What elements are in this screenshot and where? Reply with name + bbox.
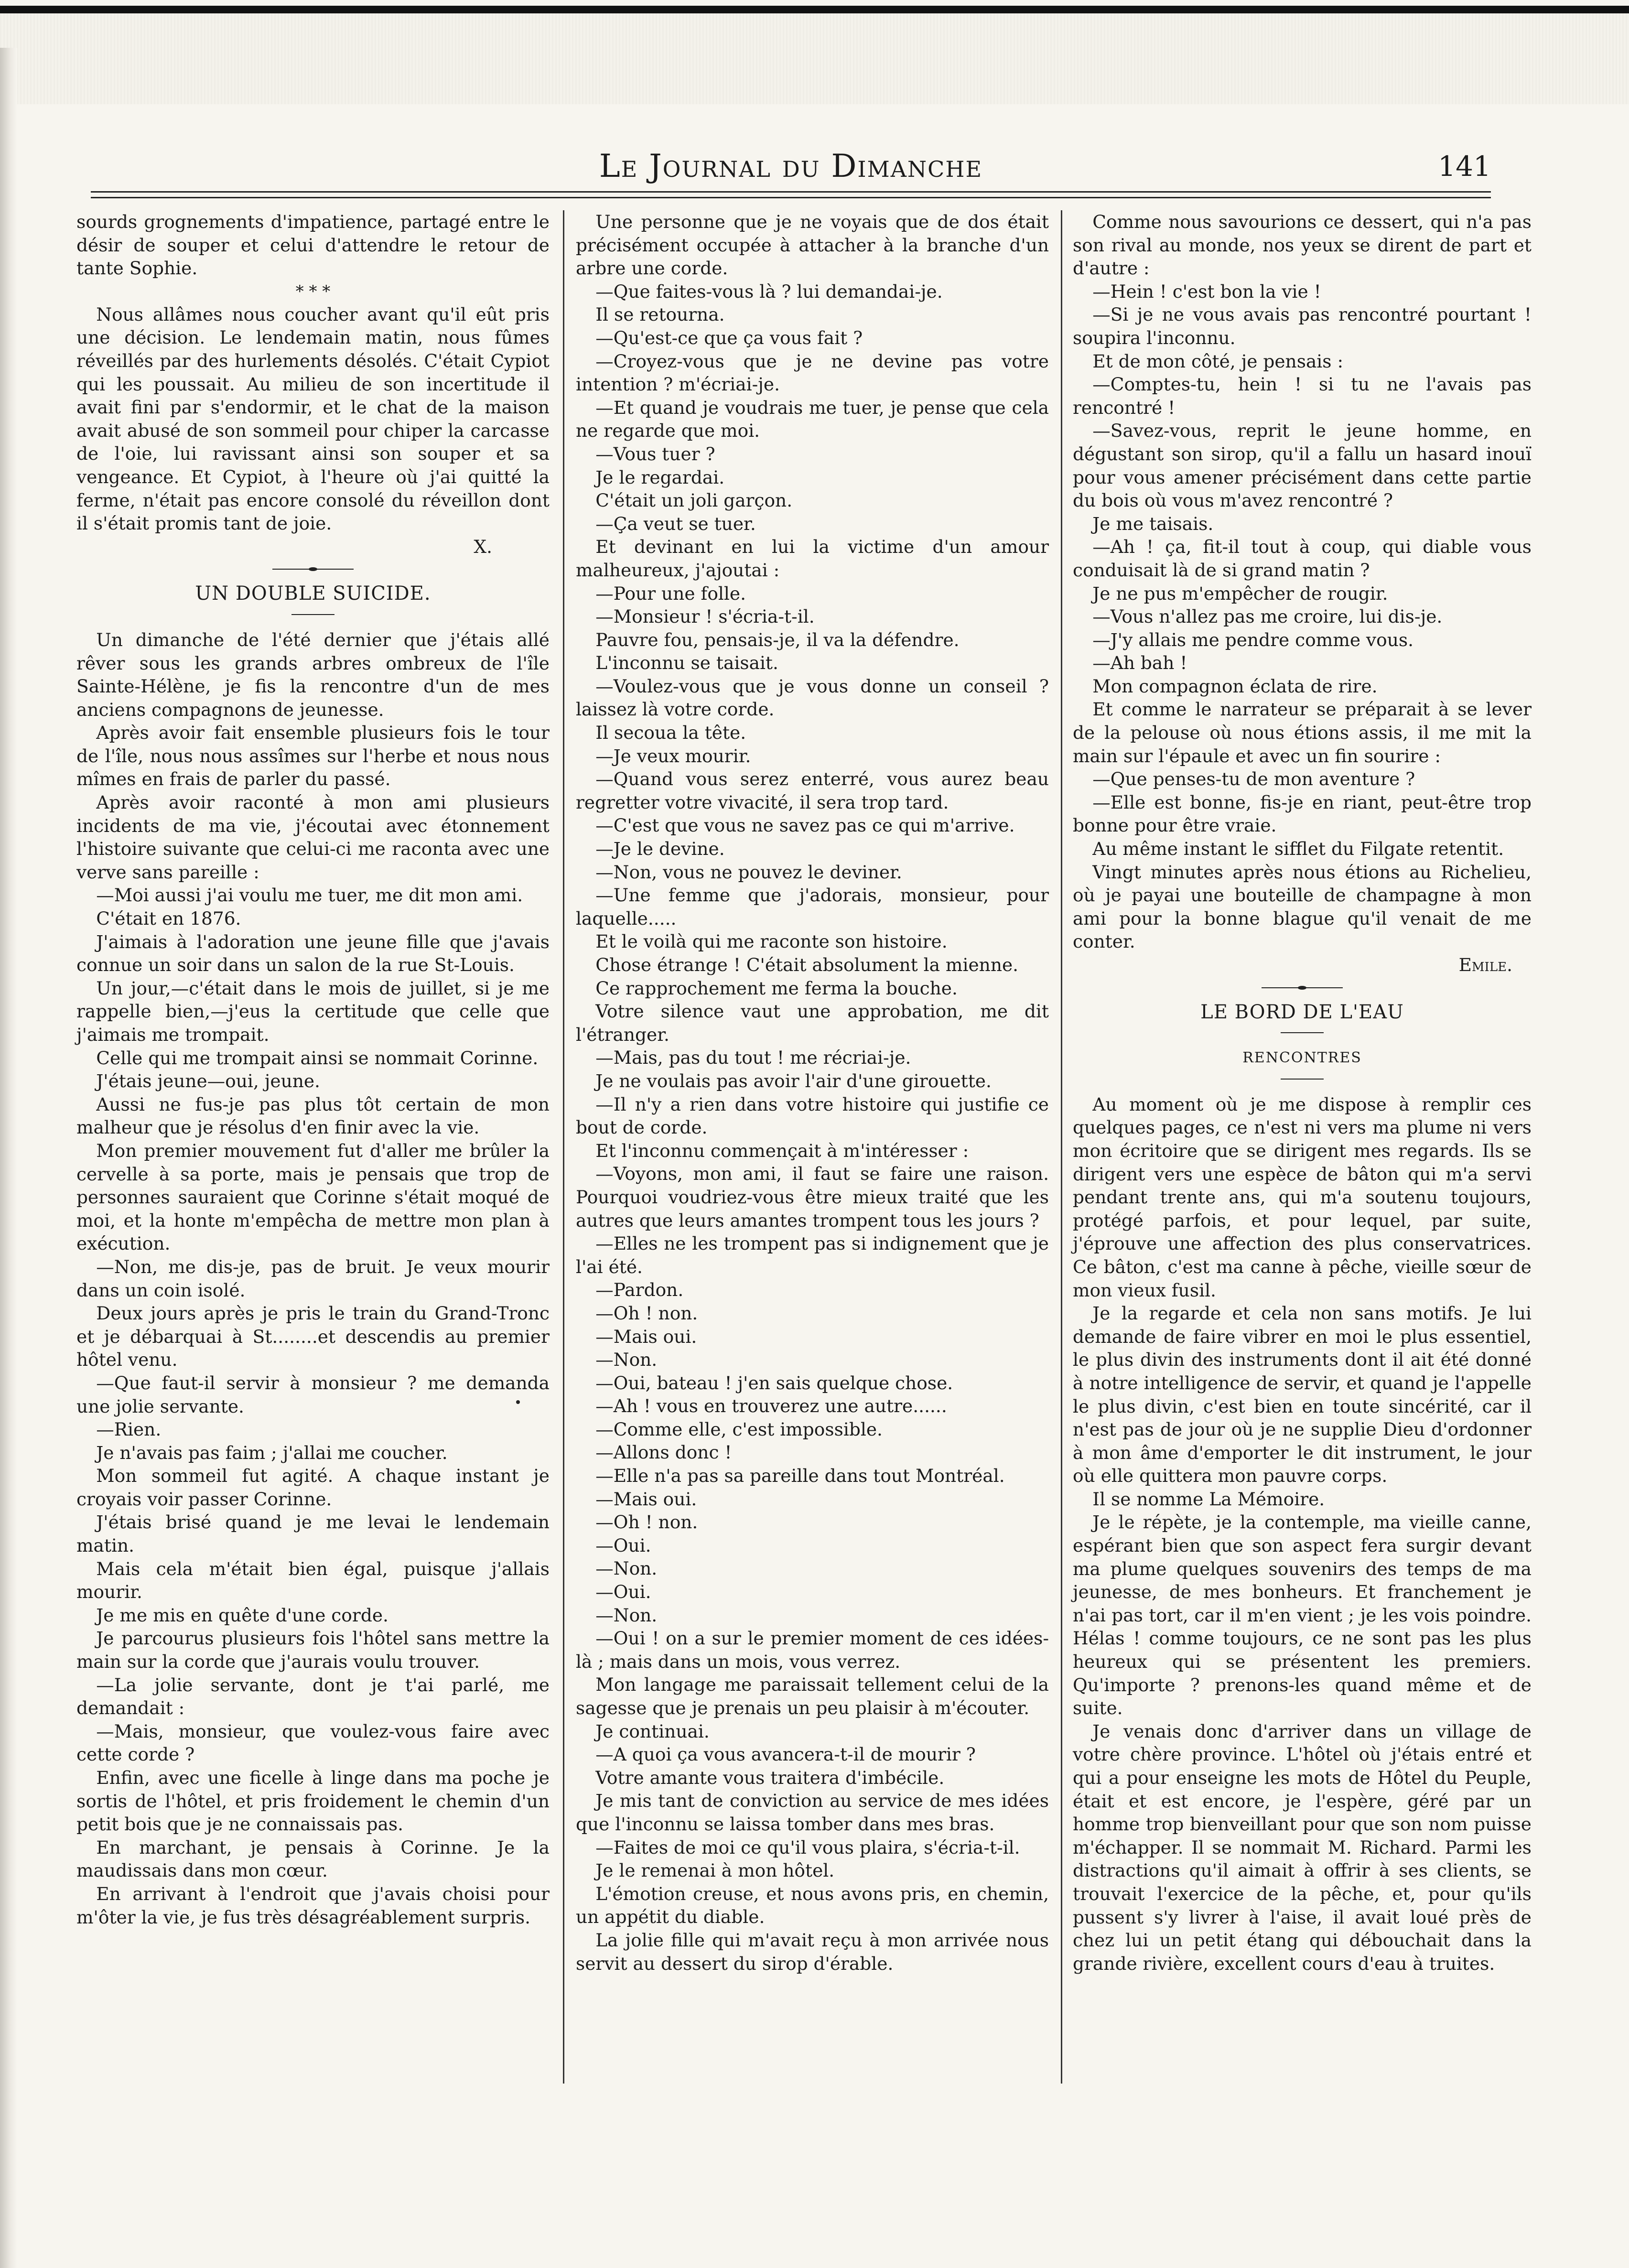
paragraph: —Ah bah !: [1092, 652, 1187, 674]
paragraph: Mon compagnon éclata de rire.: [1092, 675, 1378, 697]
paragraph: —Voulez-vous que je vous donne un conseil ? laissez là votre corde.: [576, 675, 1049, 720]
paragraph: Je me taisais.: [1092, 513, 1214, 534]
paragraph: —Oh ! non.: [595, 1302, 698, 1324]
paragraph: Au moment où je me dispose à remplir ces quelques pages, ce n'est ni vers ma plume ni vers mon écritoire que se dirigent mes regards. Ils se dirigent vers une espèce de bâton qui m'a servi pendant trente ans, qui m'a soutenu toujours, protégé parfois, et pour lequel, par suite, j'éprouve une affection des plus conservatrices. Ce bâton, c'est ma canne à pêche, vieille sœur de mon vieux fusil.: [1073, 1093, 1532, 1301]
paragraph: Et l'inconnu commençait à m'intéresser :: [595, 1140, 969, 1161]
paragraph: —Hein ! c'est bon la vie !: [1092, 281, 1321, 302]
paragraph: —Mais, monsieur, que voulez-vous faire avec cette corde ?: [76, 1720, 550, 1765]
signature-x: X.: [474, 536, 492, 557]
paragraph: Votre silence vaut une approbation, me dit l'étranger.: [576, 1001, 1049, 1045]
paragraph: L'émotion creuse, et nous avons pris, en chemin, un appétit du diable.: [576, 1883, 1049, 1928]
paragraph: —Et quand je voudrais me tuer, je pense que cela ne regarde que moi.: [576, 397, 1049, 442]
paragraph: Mon langage me paraissait tellement celui de la sagesse que je prenais un peu plaisir à m'écouter.: [576, 1674, 1049, 1718]
paragraph: —Je veux mourir.: [595, 745, 751, 767]
section-title-double-suicide: UN DOUBLE SUICIDE.: [195, 583, 431, 605]
section-dash: [1281, 1032, 1324, 1033]
paragraph: —J'y allais me pendre comme vous.: [1092, 629, 1414, 650]
paragraph: —Mais oui.: [595, 1326, 697, 1347]
paragraph: Je le répète, je la contemple, ma vieille canne, espérant bien que son aspect fera surgir devant ma plume quelques souvenirs des temps de ma jeunesse, de mes bonheurs. Et franchement je n'ai pas tort, car il m'en vient ; je les vois poindre. Hélas ! comme toujours, ce ne sont pas les plus heureux qui se présentent les premiers. Qu'importe ? prenons-les quand même et de suite.: [1073, 1512, 1532, 1719]
paragraph: —Vous tuer ?: [595, 443, 715, 464]
paragraph: —Vous n'allez pas me croire, lui dis-je.: [1092, 606, 1443, 627]
paragraph: La jolie fille qui m'avait reçu à mon arrivée nous servit au dessert du sirop d'érable.: [576, 1929, 1049, 1974]
paragraph: Et de mon côté, je pensais :: [1092, 350, 1344, 372]
paragraph: C'était en 1876.: [96, 908, 241, 929]
paragraph: Et devinant en lui la victime d'un amour malheureux, j'ajoutai :: [576, 536, 1049, 581]
paragraph: —Quand vous serez enterré, vous aurez beau regretter votre vivacité, il sera trop tard.: [576, 768, 1049, 813]
paragraph: —Oui.: [595, 1581, 651, 1603]
paragraph: Je ne pus m'empêcher de rougir.: [1092, 583, 1388, 604]
paragraph: J'étais jeune—oui, jeune.: [96, 1070, 320, 1092]
paragraph: —Il n'y a rien dans votre histoire qui justifie ce bout de corde.: [576, 1093, 1049, 1138]
paragraph: Je n'avais pas faim ; j'allai me coucher.: [96, 1442, 448, 1463]
section-dash: [291, 614, 334, 615]
journal-title: Le Journal du Dimanche: [599, 148, 983, 184]
paragraph: —Pour une folle.: [595, 583, 746, 604]
paragraph: —Allons donc !: [595, 1442, 732, 1463]
paragraph: Une personne que je ne voyais que de dos était précisément occupée à attacher à la branche d'un arbre une corde.: [576, 211, 1049, 279]
asterism: * * *: [295, 281, 331, 301]
paragraph: —Oui ! on a sur le premier moment de ces idées-là ; mais dans un mois, vous verrez.: [576, 1628, 1049, 1672]
paragraph: —Rien.: [96, 1419, 162, 1440]
paragraph: —Oui, bateau ! j'en sais quelque chose.: [595, 1372, 953, 1393]
paragraph: Je continuai.: [595, 1720, 710, 1742]
section-ornament: [1262, 985, 1343, 990]
paragraph: Mon sommeil fut agité. A chaque instant je croyais voir passer Corinne.: [76, 1465, 550, 1510]
header-double-rule: [91, 191, 1491, 198]
paragraph: —Elle n'a pas sa pareille dans tout Montréal.: [595, 1465, 1005, 1487]
paragraph: Il secoua la tête.: [595, 722, 746, 744]
signature-emile: Emile.: [1458, 954, 1512, 975]
section-ornament: [272, 567, 354, 572]
paragraph: Je la regarde et cela non sans motifs. Je lui demande de faire vibrer en moi le plus essentiel, le plus divin des instruments dont il ait été donné à notre intelligence de servir, et quand je l'appelle le plus divin, c'est bien en toute sincérité, car il n'est pas de jour où je ne supplie Dieu d'ordonner à mon âme d'emporter le dit instrument, le jour où elle quittera mon pauvre corps.: [1073, 1303, 1532, 1487]
paragraph: —Non.: [595, 1349, 658, 1371]
paragraph: Je mis tant de conviction au service de mes idées que l'inconnu se laissa tomber dans mes bras.: [576, 1790, 1049, 1835]
paragraph: —Que faites-vous là ? lui demandai-je.: [595, 281, 943, 302]
scan-top-border: [0, 6, 1629, 13]
scan-left-shadow: [0, 48, 17, 2268]
paragraph: Enfin, avec une ficelle à linge dans ma poche je sortis de l'hôtel, et pris froidement le chemin d'un petit bois que je ne connaissais pas.: [76, 1767, 550, 1835]
paragraph: sourds grognements d'impatience, partagé entre le désir de souper et celui d'attendre le retour de tante Sophie.: [76, 211, 550, 279]
paragraph: —Pardon.: [595, 1279, 684, 1301]
paragraph: Un dimanche de l'été dernier que j'étais allé rêver sous les grands arbres ombreux de l'île Sainte-Hélène, je fis la rencontre d'un de mes anciens compagnons de jeunesse.: [76, 629, 550, 720]
paragraph: —Mais oui.: [595, 1488, 697, 1510]
section-title-bord-de-l-eau: LE BORD DE L'EAU: [1200, 1001, 1404, 1023]
paragraph: —Faites de moi ce qu'il vous plaira, s'écria-t-il.: [595, 1836, 1020, 1858]
paragraph: En arrivant à l'endroit que j'avais choisi pour m'ôter la vie, je fus très désagréablement surpris.: [76, 1883, 550, 1928]
paragraph: Mon premier mouvement fut d'aller me brûler la cervelle à sa porte, mais je pensais que trop de personnes sauraient que Corinne s'était moqué de moi, et la honte m'empêcha de mettre mon plan à exécution.: [76, 1140, 550, 1254]
paragraph: —A quoi ça vous avancera-t-il de mourir ?: [595, 1744, 976, 1765]
paragraph: Pauvre fou, pensais-je, il va la défendre.: [595, 629, 960, 650]
paragraph: Ce rapprochement me ferma la bouche.: [595, 977, 958, 999]
paragraph: Mais cela m'était bien égal, puisque j'allais mourir.: [76, 1558, 550, 1603]
paragraph: —Ah ! vous en trouverez une autre......: [595, 1395, 947, 1417]
paragraph: —Elles ne les trompent pas si indignement que je l'ai été.: [576, 1233, 1049, 1277]
paragraph: Je me mis en quête d'une corde.: [96, 1604, 388, 1626]
column-rule-1: [563, 210, 564, 2084]
paragraph: —Savez-vous, reprit le jeune homme, en dégustant son sirop, qu'il a fallu un hasard inouï pour vous amener précisément dans cette partie du bois où vous m'avez rencontré ?: [1073, 420, 1532, 511]
paragraph: Il se retourna.: [595, 304, 725, 325]
paragraph: —Croyez-vous que je ne devine pas votre intention ? m'écriai-je.: [576, 350, 1049, 395]
paragraph: —Voyons, mon ami, il faut se faire une raison. Pourquoi voudriez-vous être mieux traité que les autres que leurs amantes trompent tous les jours ?: [576, 1163, 1049, 1231]
paragraph: —Qu'est-ce que ça vous fait ?: [595, 327, 863, 348]
paragraph: Aussi ne fus-je pas plus tôt certain de mon malheur que je résolus d'en finir avec la vie.: [76, 1093, 550, 1138]
paragraph: J'étais brisé quand je me levai le lendemain matin.: [76, 1512, 550, 1556]
paragraph: Un jour,—c'était dans le mois de juillet, si je me rappelle bien,—j'eus la certitude que celle que j'aimais me trompait.: [76, 977, 550, 1045]
paragraph: Et le voilà qui me raconte son histoire.: [595, 931, 948, 952]
page-number: 141: [1438, 150, 1491, 183]
paragraph: En marchant, je pensais à Corinne. Je la maudissais dans mon cœur.: [76, 1836, 550, 1881]
column-3: [1073, 210, 1532, 2160]
paragraph: Au même instant le sifflet du Filgate retentit.: [1092, 838, 1504, 860]
section-subtitle-rencontres: RENCONTRES: [1242, 1049, 1362, 1067]
paragraph: —Je le devine.: [595, 838, 725, 860]
paragraph: —C'est que vous ne savez pas ce qui m'arrive.: [595, 815, 1015, 836]
paragraph: —Que penses-tu de mon aventure ?: [1092, 768, 1415, 790]
paragraph: Je le remenai à mon hôtel.: [595, 1860, 835, 1881]
paragraph: Deux jours après je pris le train du Grand-Tronc et je débarquai à St........et descendis au premier hôtel venu.: [76, 1303, 550, 1371]
paragraph: Je venais donc d'arriver dans un village de votre chère province. L'hôtel où j'étais entré et qui a pour enseigne les mots de Hôtel du Peuple, était et est encore, je l'espère, géré par un homme trop bienveillant pour que son nom puisse m'échapper. Il se nommait M. Richard. Parmi les distractions qu'il aimait à offrir à ses clients, se trouvait l'exercice de la pêche, et, pour qu'ils pussent s'y livrer à l'aise, il avait loué près de chez lui un petit étang qui débouchait dans la grande rivière, excellent cours d'eau à truites.: [1073, 1720, 1532, 1974]
paragraph: Après avoir fait ensemble plusieurs fois le tour de l'île, nous nous assîmes sur l'herbe et nous nous mîmes en frais de parler du passé.: [76, 722, 550, 790]
paragraph: —Oh ! non.: [595, 1512, 698, 1533]
paragraph: Il se nomme La Mémoire.: [1092, 1488, 1325, 1510]
paragraph: Je parcourus plusieurs fois l'hôtel sans mettre la main sur la corde que j'aurais voulu trouver.: [76, 1628, 550, 1673]
paragraph: Chose étrange ! C'était absolument la mienne.: [595, 954, 1019, 975]
paragraph: Vingt minutes après nous étions au Richelieu, où je payai une bouteille de champagne à mon ami pour la bonne blague qu'il venait de me conter.: [1073, 861, 1532, 952]
section-dash: [1281, 1079, 1324, 1080]
paragraph: —Non, me dis-je, pas de bruit. Je veux mourir dans un coin isolé.: [76, 1256, 550, 1301]
paragraph: —Non, vous ne pouvez le deviner.: [595, 861, 902, 883]
paragraph: Après avoir raconté à mon ami plusieurs incidents de ma vie, j'écoutai avec étonnement l'histoire suivante que celui-ci me raconta avec une verve sans pareille :: [76, 792, 550, 883]
column-rule-2: [1061, 210, 1062, 2084]
paragraph: J'aimais à l'adoration une jeune fille que j'avais connue un soir dans un salon de la rue St-Louis.: [76, 931, 550, 976]
paragraph: —Oui.: [595, 1534, 651, 1556]
paragraph: —Ah ! ça, fit-il tout à coup, qui diable vous conduisait là de si grand matin ?: [1073, 536, 1532, 581]
paragraph: —Mais, pas du tout ! me récriai-je.: [595, 1047, 911, 1069]
paragraph: Je le regardai.: [595, 466, 725, 488]
paragraph: Et comme le narrateur se préparait à se lever de la pelouse où nous étions assis, il me mit la main sur l'épaule et avec un fin sourire :: [1073, 699, 1532, 767]
paragraph: Nous allâmes nous coucher avant qu'il eût pris une décision. Le lendemain matin, nous fûmes réveillés par des hurlements désolés. C'était Cypiot qui les poussait. Au milieu de son incertitude il avait fini par s'endormir, et le chat de la maison avait abusé de son sommeil pour chiper la carcasse de l'oie, lui ravissant ainsi son souper et sa vengeance. Et Cypiot, à l'heure où j'ai quitté la ferme, n'était pas encore consolé du réveillon dont il s'était promis tant de joie.: [76, 303, 550, 534]
paragraph: Comme nous savourions ce dessert, qui n'a pas son rival au monde, nos yeux se dirent de part et d'autre :: [1073, 211, 1532, 279]
paragraph: —Monsieur ! s'écria-t-il.: [595, 606, 815, 627]
paragraph: —Que faut-il servir à monsieur ? me demanda une jolie servante.: [76, 1372, 550, 1417]
paragraph: —La jolie servante, dont je t'ai parlé, me demandait :: [76, 1674, 550, 1719]
paragraph: —Comme elle, c'est impossible.: [595, 1418, 883, 1440]
paragraph: L'inconnu se taisait.: [595, 652, 778, 674]
paragraph: Celle qui me trompait ainsi se nommait Corinne.: [96, 1047, 539, 1069]
paragraph: —Elle est bonne, fis-je en riant, peut-être trop bonne pour être vraie.: [1073, 791, 1532, 836]
paragraph: —Moi aussi j'ai voulu me tuer, me dit mon ami.: [96, 885, 523, 906]
paragraph: Je ne voulais pas avoir l'air d'une girouette.: [595, 1070, 992, 1091]
paragraph: —Non.: [595, 1558, 658, 1579]
paragraph: —Une femme que j'adorais, monsieur, pour laquelle.....: [576, 885, 1049, 929]
scan-paper-texture: [0, 13, 1629, 104]
column-2: [576, 210, 1049, 2160]
paragraph: —Non.: [595, 1604, 658, 1626]
column-1: [76, 210, 550, 2160]
paragraph: Votre amante vous traitera d'imbécile.: [595, 1767, 945, 1788]
paragraph: —Comptes-tu, hein ! si tu ne l'avais pas rencontré !: [1073, 374, 1532, 418]
paragraph: —Ça veut se tuer.: [595, 513, 756, 534]
paragraph: —Si je ne vous avais pas rencontré pourtant ! soupira l'inconnu.: [1073, 304, 1532, 348]
paragraph: C'était un joli garçon.: [595, 490, 793, 511]
